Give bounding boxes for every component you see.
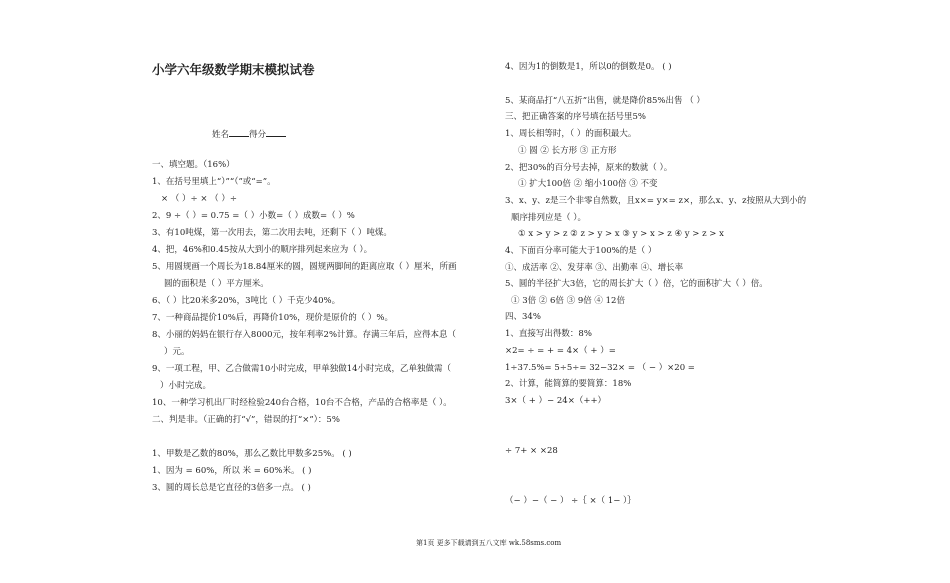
line-l-0: 一、填空题。（16%） — [152, 160, 235, 170]
score-blank — [266, 128, 286, 137]
line-l-4: 3、有10吨煤，第一次用去，第二次用去吨，还剩下（ ）吨煤。 — [152, 228, 392, 238]
line-l-8: 6、（ ）比20米多20%，3吨比（ ）千克少40%。 — [152, 296, 341, 306]
line-l-11: ）元。 — [164, 347, 190, 357]
line-r-16: ×2= ÷ = + = 4×（ + ）= — [505, 346, 616, 356]
line-r-4: ① 圆 ② 长方形 ③ 正方形 — [518, 146, 617, 156]
line-r-15: 1、直接写出得数：8% — [505, 329, 592, 339]
name-blank — [229, 128, 249, 137]
line-r-21: （− ）−（ − ） ÷｛ ×（ 1− ）｝ — [505, 496, 636, 506]
line-r-14: 四、34% — [505, 312, 541, 322]
name-label: 姓名 — [212, 130, 230, 140]
line-r-12: 5、圆的半径扩大3倍，它的周长扩大（ ）倍，它的面积扩大（ ）倍。 — [505, 279, 768, 289]
score-label: 得分 — [249, 130, 267, 140]
line-r-13: ① 3倍 ② 6倍 ③ 9倍 ④ 12倍 — [511, 296, 625, 306]
line-l-10: 8、小丽的妈妈在银行存入8000元，按年利率2%计算。存满三年后，应得本息（ — [152, 330, 457, 340]
line-r-11: ①、成活率 ②、发芽率 ③、出勤率 ④、增长率 — [505, 263, 684, 273]
line-r-2: 三、把正确答案的序号填在括号里5% — [505, 112, 646, 122]
line-r-18: 2、计算，能简算的要简算：18% — [505, 379, 632, 389]
line-r-8: 顺序排列应是（ ）。 — [511, 213, 586, 223]
line-r-5: 2、把30%的百分号去掉，原来的数就（ ）。 — [505, 163, 673, 173]
line-r-7: 3、x、y、z是三个非零自然数，且x×= y×= z×，那么x、y、z按照从大到小的 — [505, 196, 807, 206]
line-l-6: 5、用圆规画一个周长为18.84厘米的圆，圆规两脚间的距离应取（ ）厘米，所画 — [152, 262, 457, 272]
line-r-10: 4、下面百分率可能大于100%的是（ ） — [505, 246, 657, 256]
line-l-13: ）小时完成。 — [160, 381, 212, 391]
page-title: 小学六年级数学期末模拟试卷 — [152, 62, 315, 77]
line-l-12: 9、一项工程，甲、乙合做需10小时完成，甲单独做14小时完成，乙单独做需（ — [152, 364, 452, 374]
line-l-2: × （ ）÷ × （ ）÷ — [161, 194, 237, 204]
line-r-9: ① x > y > z ② z > y > x ③ y > x > z ④ y > z > x — [518, 229, 724, 239]
line-r-19: 3×（ + ）− 24×（++） — [505, 396, 607, 406]
line-r-1: 5、某商品打“八五折”出售，就是降价85%出售 （ ） — [505, 96, 705, 106]
line-l-7: 圆的面积是（ ）平方厘米。 — [164, 279, 269, 289]
line-l-3: 2、9 ÷（ ）= 0.75 =（ ）小数=（ ）成数=（ ）% — [152, 211, 355, 221]
line-r-17: 1÷37.5%= 5÷5÷= 32−32× = （ − ）×20 = — [505, 363, 695, 373]
line-l-14: 10、一种学习机出厂时经检验240台合格，10台不合格，产品的合格率是（ ）。 — [152, 398, 452, 408]
line-r-6: ① 扩大100倍 ② 缩小100倍 ③ 不变 — [518, 179, 658, 189]
line-l-17: 1、因为 = 60%，所以 米 = 60%米。 ( ) — [152, 466, 312, 476]
line-l-9: 7、一种商品提价10%后，再降价10%，现价是原价的（ ）%。 — [152, 313, 393, 323]
line-l-18: 3、圆的周长总是它直径的3倍多一点。 ( ) — [152, 483, 311, 493]
line-l-5: 4、把，46%和0.45按从大到小的顺序排列起来应为（ ）。 — [152, 245, 373, 255]
line-r-3: 1、周长相等时，（ ）的面积最大。 — [505, 129, 637, 139]
line-r-20: ÷ 7+ × ×28 — [505, 446, 558, 456]
line-l-1: 1、在括号里填上“）”“（”或“=”。 — [152, 177, 276, 187]
line-l-15: 二、判是非。（正确的打“√”，错误的打“×”）：5% — [152, 415, 340, 425]
name-score-line — [212, 128, 286, 141]
line-r-0: 4、因为1的倒数是1，所以0的倒数是0。 ( ) — [505, 62, 672, 72]
page-footer: 第1页 更多下载请到五八文库 wk.58sms.com — [416, 539, 562, 547]
line-l-16: 1、甲数是乙数的80%，那么乙数比甲数多25%。 ( ) — [152, 449, 352, 459]
